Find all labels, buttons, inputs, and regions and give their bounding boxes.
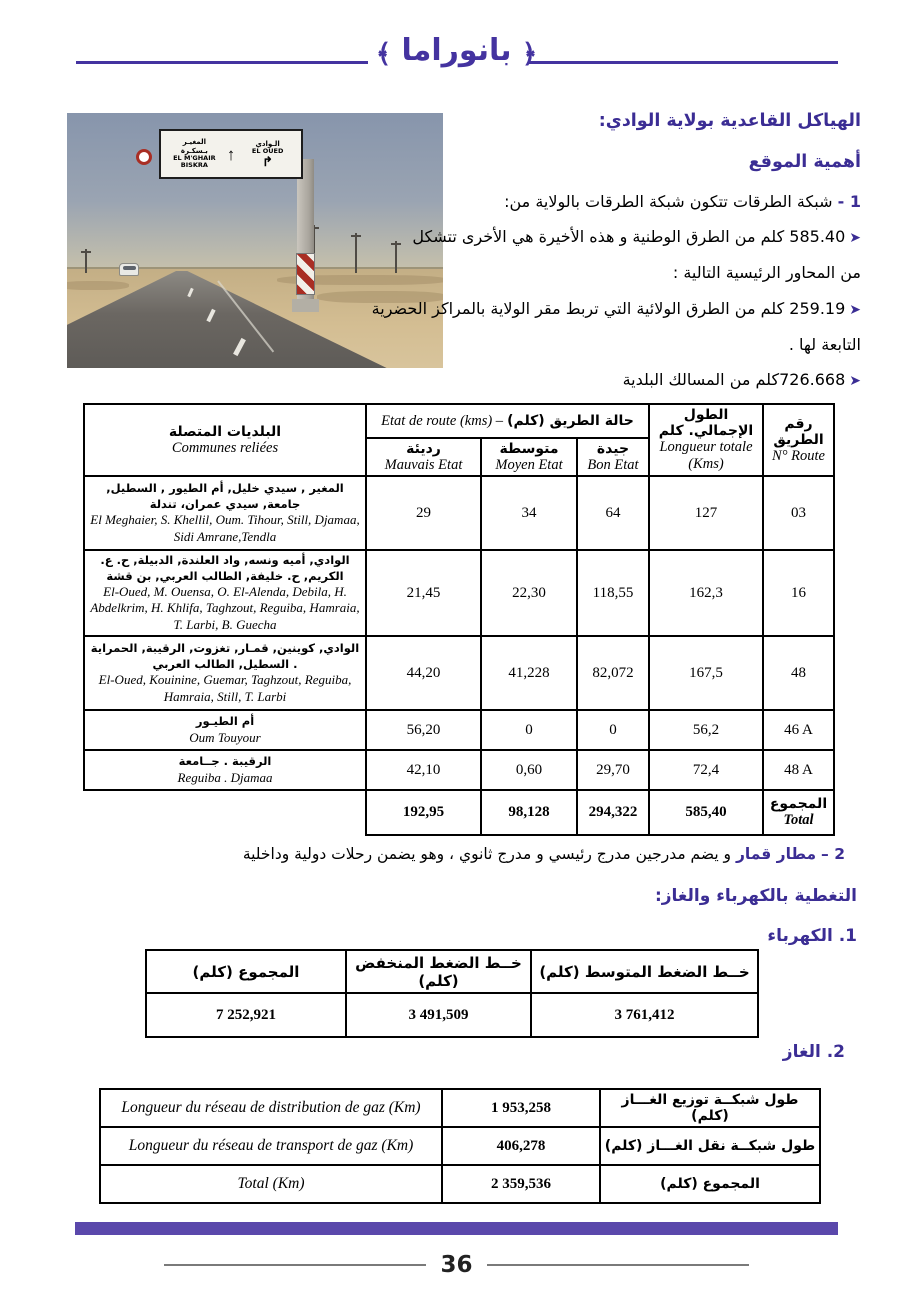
ornate-bracket-icon: ﴾	[375, 39, 392, 69]
header-french: (Kms)	[688, 456, 724, 472]
cell-communes	[84, 636, 366, 710]
elec-value-low-pressure: 3 491,509	[346, 993, 531, 1037]
table-row	[100, 1089, 820, 1127]
ornate-bracket-icon: ﴿	[521, 39, 538, 69]
intro-continuation-2: التابعة لها .	[788, 334, 861, 354]
header-french: Etat de route (kms) –	[381, 413, 504, 429]
cell-route: 46 A	[763, 710, 834, 750]
cell-route: 48	[763, 636, 834, 710]
point-number: 1 -	[837, 191, 861, 211]
col-header-etat	[366, 404, 649, 438]
point-text: شبكة الطرقات تتكون شبكة الطرقات بالولاية من:	[504, 191, 833, 211]
airport-name: مطار قمار	[735, 845, 817, 863]
gas-row-value: 2 359,536	[442, 1165, 600, 1203]
col-header-route	[763, 404, 834, 476]
cell-longueur: 162,3	[649, 550, 763, 636]
footer-rule-right	[487, 1264, 749, 1266]
cell-mauvais: 42,10	[366, 750, 481, 790]
col-header-longueur	[649, 404, 763, 476]
total-label-arabic: المجموع	[769, 796, 828, 812]
cell-longueur: 127	[649, 476, 763, 550]
section-heading-energy: التغطية بالكهرباء والغاز:	[654, 886, 857, 906]
bullet-text: 585.40 كلم من الطرق الوطنية و هذه الأخيرة هي الأخرى تتشكل	[412, 227, 846, 247]
header-arabic: رقم الطريق	[773, 415, 824, 448]
table-row	[100, 1127, 820, 1165]
page-number: 36	[440, 1252, 473, 1278]
bullet-arrow-icon: ➤	[849, 230, 861, 247]
table-row	[84, 750, 834, 790]
table-row	[84, 476, 834, 550]
masthead-title	[0, 33, 913, 69]
total-mauvais: 192,95	[366, 790, 481, 835]
arrow-turn-right-icon: ↱	[262, 154, 274, 170]
section-subtitle: أهمية الموقع	[748, 151, 861, 172]
cell-mauvais: 44,20	[366, 636, 481, 710]
gas-table	[99, 1088, 821, 1204]
gas-row-value: 406,278	[442, 1127, 600, 1165]
gas-row-french: Longueur du réseau de distribution de gaz (Km)	[100, 1089, 442, 1127]
gas-row-value: 1 953,258	[442, 1089, 600, 1127]
cell-route: 48 A	[763, 750, 834, 790]
cell-moyen: 22,30	[481, 550, 577, 636]
cell-bon: 29,70	[577, 750, 649, 790]
photo-power-pole	[395, 241, 397, 273]
airport-note	[243, 845, 845, 863]
intro-continuation-1: من المحاور الرئيسية التالية :	[672, 263, 861, 283]
photo-power-pole	[355, 233, 357, 273]
cell-communes	[84, 476, 366, 550]
bullet-arrow-icon: ➤	[849, 373, 861, 390]
masthead-title-text: بانوراما	[401, 33, 512, 68]
cell-bon: 0	[577, 710, 649, 750]
sign-left-block	[164, 138, 225, 169]
total-longueur: 585,40	[649, 790, 763, 835]
header-arabic: حالة الطريق (كلم)	[507, 413, 634, 429]
photo-power-pole	[85, 249, 87, 273]
cell-mauvais: 56,20	[366, 710, 481, 750]
table-header-row	[146, 950, 758, 993]
cell-route: 03	[763, 476, 834, 550]
header-french: Moyen Etat	[495, 456, 563, 473]
intro-bullet-1	[412, 227, 861, 248]
intro-bullet-2	[371, 298, 861, 320]
sign-right-latin: EL OUED	[251, 146, 284, 155]
cell-longueur: 72,4	[649, 750, 763, 790]
cell-moyen: 0,60	[481, 750, 577, 790]
header-arabic: البلديات المتصلة	[168, 423, 282, 440]
total-label-cell	[763, 790, 834, 835]
communes-arabic: أم الطيـور	[195, 714, 255, 729]
total-label-french: Total	[783, 812, 814, 828]
total-bon: 294,322	[577, 790, 649, 835]
sign-left-latin: EL M'GHAIR	[173, 153, 216, 162]
photo-scrub	[67, 281, 129, 290]
sign-right-block	[237, 140, 298, 169]
cell-communes	[84, 710, 366, 750]
arrow-up-icon: ↑	[226, 144, 236, 164]
elec-header-total: المجموع (كلم)	[146, 950, 346, 993]
intro-point-1	[449, 192, 861, 213]
col-header-communes	[84, 404, 366, 476]
table-value-row	[146, 993, 758, 1037]
gas-row-arabic: طول شبكــة نقل الغـــاز (كلم)	[600, 1127, 820, 1165]
cell-mauvais: 29	[366, 476, 481, 550]
cell-longueur: 56,2	[649, 710, 763, 750]
airport-text: و يضم مدرجين مدرج رئيسي و مدرج ثانوي ، وهو يضمن رحلات دولية وداخلية	[242, 845, 732, 863]
cell-communes	[84, 550, 366, 636]
communes-french: El-Oued, Kouinine, Guemar, Taghzout, Reguiba, Hamraia, Still, T. Larbi	[98, 672, 352, 704]
header-arabic: رديئة	[406, 440, 441, 457]
footer-rule-left	[164, 1264, 426, 1266]
sign-left-latin: BISKRA	[180, 161, 208, 170]
communes-arabic: الرقيبة . جــامعة	[178, 754, 272, 769]
header-french: N° Route	[772, 447, 825, 464]
empty-corner-cell	[84, 790, 366, 835]
bullet-text: 259.19 كلم من الطرق الولائية التي تربط مقر الولاية بالمراكز الحضرية	[371, 298, 846, 318]
elec-value-total: 7 252,921	[146, 993, 346, 1037]
cell-longueur: 167,5	[649, 636, 763, 710]
cell-bon: 118,55	[577, 550, 649, 636]
roads-table	[83, 403, 835, 836]
electricity-table	[145, 949, 759, 1038]
page-title: الهياكل القاعدية بولاية الوادي:	[598, 111, 861, 131]
col-header-moyen	[481, 438, 577, 476]
communes-arabic: المغير , سيدي خليل, أم الطيور , السطيل, جامعة, سيدي عمران، تندلة	[106, 481, 344, 511]
cell-mauvais: 21,45	[366, 550, 481, 636]
elec-header-low-pressure: خــط الضغط المنخفض (كلم)	[346, 950, 531, 993]
header-french: Mauvais Etat	[384, 456, 463, 473]
round-traffic-sign	[136, 149, 152, 165]
header-french: Bon Etat	[587, 456, 639, 473]
col-header-mauvais	[366, 438, 481, 476]
header-arabic: جيدة	[596, 440, 630, 457]
total-moyen: 98,128	[481, 790, 577, 835]
sign-right-arabic: الـوادي	[255, 139, 280, 148]
communes-arabic: الوادي, أميه ونسه, واد العلندة, الدبيلة, ح. ع. الكريم, ح. خليفة, الطالب العربي, بن قشة	[100, 553, 350, 583]
sign-left-arabic: بـسكـرة	[180, 146, 208, 155]
sign-pillar-chevrons	[296, 253, 315, 295]
page-footer	[0, 1252, 913, 1278]
gas-row-arabic: المجموع (كلم)	[600, 1165, 820, 1203]
bottom-purple-bar	[75, 1222, 838, 1235]
sign-left-arabic: المغيـر	[182, 138, 207, 147]
table-total-row	[100, 1165, 820, 1203]
communes-french: Oum Touyour	[189, 729, 261, 745]
communes-french: Reguiba . Djamaa	[177, 769, 273, 785]
gas-row-arabic: طول شبكــة توزيع الغـــاز (كلم)	[600, 1089, 820, 1127]
cell-bon: 82,072	[577, 636, 649, 710]
header-arabic: الطول الإجمالي. كلم	[658, 407, 754, 439]
header-arabic: متوسطة	[499, 440, 559, 457]
communes-french: El-Oued, M. Ouensa, O. El-Alenda, Debila, H. Abdelkrim, H. Khlifa, Taghzout, Reguiba, Hamraia, T. Larbi, B. Guecha	[90, 584, 360, 632]
road-sign-panel	[159, 129, 303, 179]
table-row	[84, 636, 834, 710]
cell-moyen: 34	[481, 476, 577, 550]
photo-car	[119, 263, 139, 276]
table-row	[84, 710, 834, 750]
communes-french: El Meghaier, S. Khellil, Oum. Tihour, Still, Djamaa, Sidi Amrane,Tendla	[90, 512, 360, 544]
header-french: Longueur totale	[659, 439, 753, 455]
sign-pillar-base	[292, 299, 319, 312]
cell-bon: 64	[577, 476, 649, 550]
subsection-heading-electricity: 1. الكهرباء	[767, 926, 857, 946]
elec-value-medium-pressure: 3 761,412	[531, 993, 758, 1037]
intro-text-block	[371, 110, 861, 391]
cell-moyen: 0	[481, 710, 577, 750]
road-photo	[67, 113, 443, 368]
cell-route: 16	[763, 550, 834, 636]
table-row	[84, 550, 834, 636]
bullet-arrow-icon: ➤	[849, 301, 861, 318]
communes-arabic: الوادي, كوينين, قمـار, تغزوت, الرقيبة, الحمراية . السطيل, الطالب العربي	[90, 641, 360, 671]
note-number: 2 –	[821, 845, 845, 863]
bullet-text: 726.668كلم من المسالك البلدية	[622, 370, 846, 390]
cell-communes	[84, 750, 366, 790]
col-header-bon	[577, 438, 649, 476]
header-french: Communes reliées	[171, 439, 279, 456]
gas-row-french: Total (Km)	[100, 1165, 442, 1203]
gas-row-french: Longueur du réseau de transport de gaz (Km)	[100, 1127, 442, 1165]
table-total-row	[84, 790, 834, 835]
cell-moyen: 41,228	[481, 636, 577, 710]
subsection-heading-gas: 2. الغاز	[782, 1042, 845, 1062]
intro-bullet-3	[449, 370, 861, 391]
elec-header-medium-pressure: خــط الضغط المتوسط (كلم)	[531, 950, 758, 993]
